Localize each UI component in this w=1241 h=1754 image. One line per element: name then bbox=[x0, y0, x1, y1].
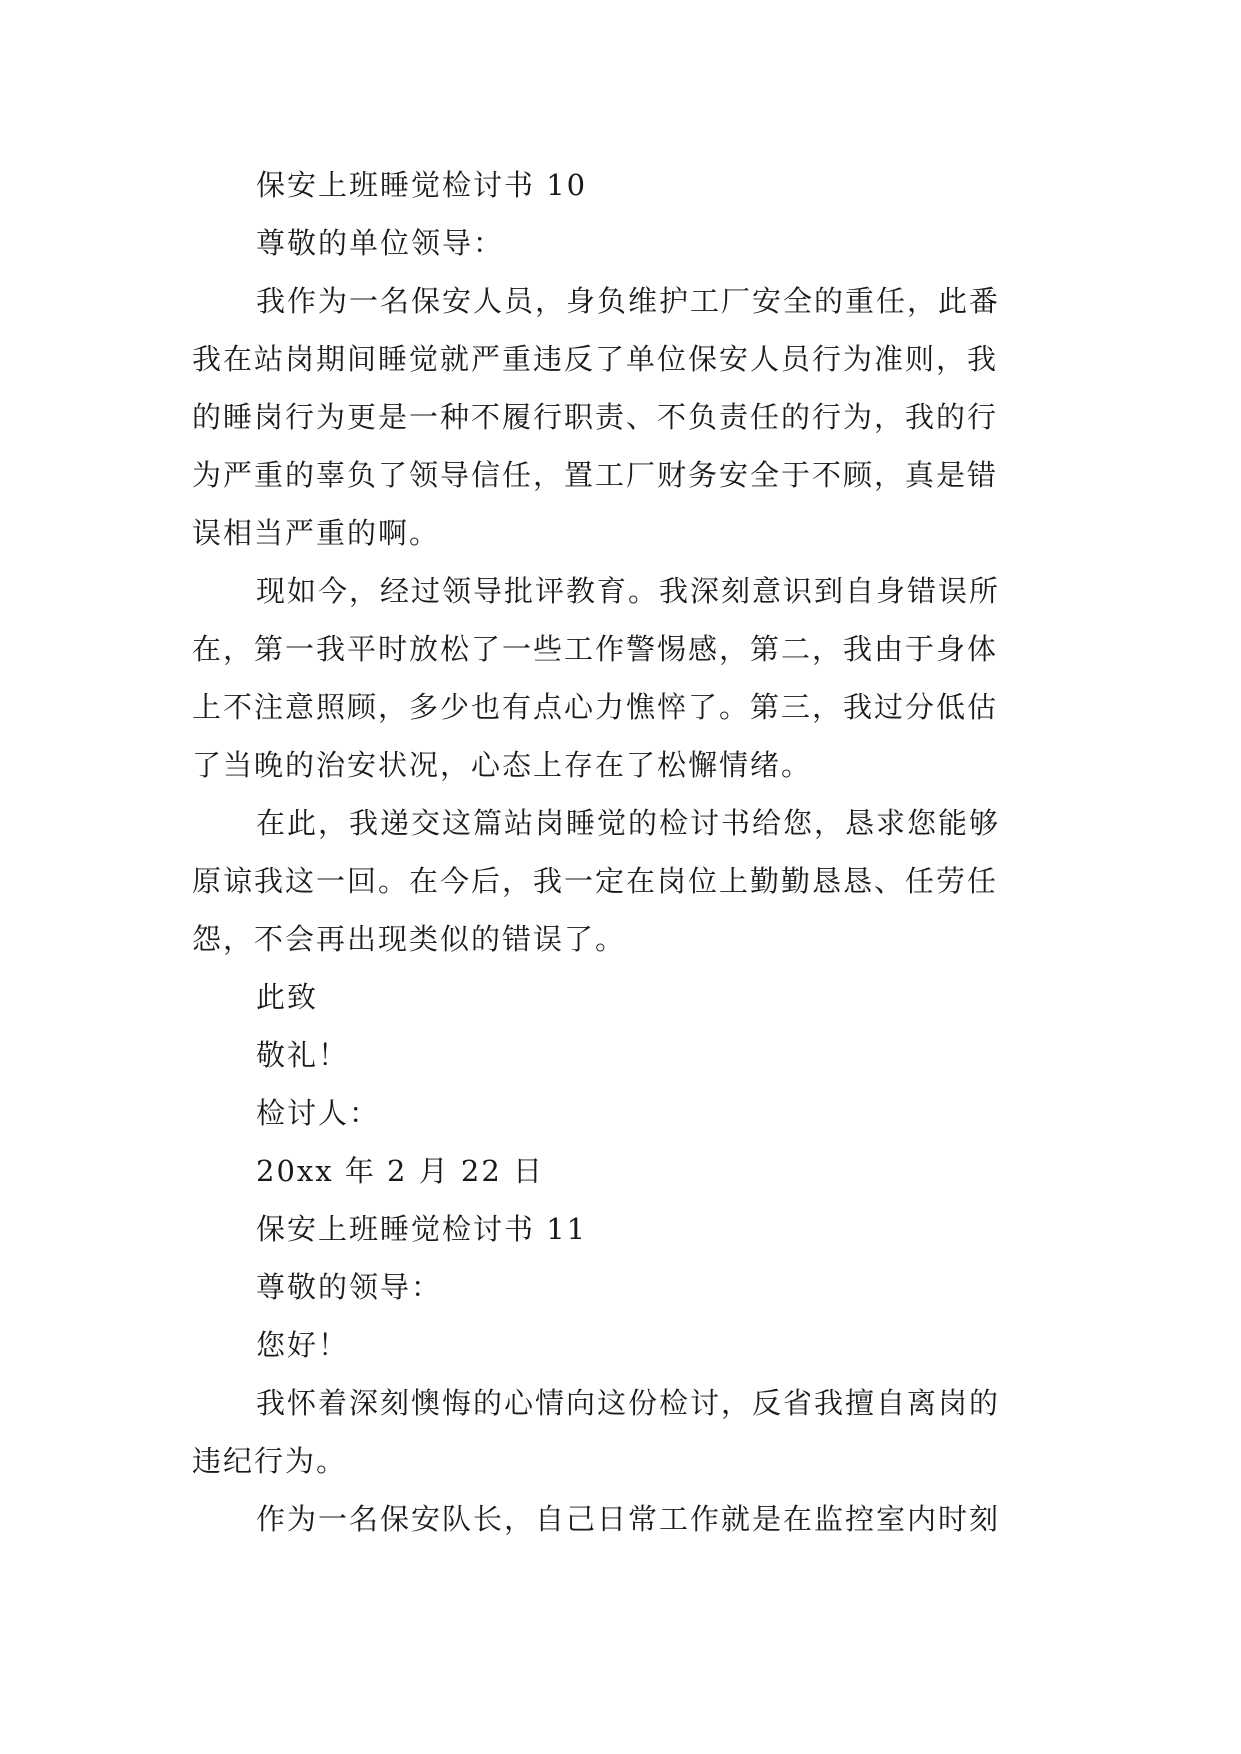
text-line: 违纪行为。 bbox=[192, 1444, 348, 1478]
letter2-paragraph-1 bbox=[192, 1374, 1052, 1490]
letter1-salutation: 尊敬的单位领导： bbox=[256, 226, 505, 260]
text-line: 我在站岗期间睡觉就严重违反了单位保安人员行为准则，我 bbox=[192, 342, 999, 376]
text-line: 在此，我递交这篇站岗睡觉的检讨书给您，恳求您能够 bbox=[256, 806, 1001, 840]
letter2-paragraph-2 bbox=[192, 1490, 1052, 1548]
text-line: 我作为一名保安人员，身负维护工厂安全的重任，此番 bbox=[256, 284, 1001, 318]
text-line: 我怀着深刻懊悔的心情向这份检讨，反省我擅自离岗的 bbox=[256, 1386, 1001, 1420]
letter1-paragraph-2 bbox=[192, 562, 1052, 794]
letter1-paragraph-1 bbox=[192, 272, 1052, 562]
letter1-closing-2: 敬礼！ bbox=[256, 1038, 350, 1072]
letter1-signature: 检讨人： bbox=[256, 1096, 381, 1130]
letter1-paragraph-3 bbox=[192, 794, 1052, 968]
text-line: 在，第一我平时放松了一些工作警惕感，第二，我由于身体 bbox=[192, 632, 999, 666]
letter2-title: 保安上班睡觉检讨书 11 bbox=[256, 1212, 588, 1246]
text-line: 了当晚的治安状况，心态上存在了松懈情绪。 bbox=[192, 748, 813, 782]
text-line: 现如今，经过领导批评教育。我深刻意识到自身错误所 bbox=[256, 574, 1001, 608]
text-line: 作为一名保安队长，自己日常工作就是在监控室内时刻 bbox=[256, 1502, 1001, 1536]
text-line: 的睡岗行为更是一种不履行职责、不负责任的行为，我的行 bbox=[192, 400, 999, 434]
text-line: 上不注意照顾，多少也有点心力憔悴了。第三，我过分低估 bbox=[192, 690, 999, 724]
text-line: 误相当严重的啊。 bbox=[192, 516, 441, 550]
letter2-greeting: 您好！ bbox=[256, 1328, 350, 1362]
text-line: 原谅我这一回。在今后，我一定在岗位上勤勤恳恳、任劳任 bbox=[192, 864, 999, 898]
text-line: 为严重的辜负了领导信任，置工厂财务安全于不顾，真是错 bbox=[192, 458, 999, 492]
letter1-date: 20xx 年 2 月 22 日 bbox=[256, 1154, 545, 1188]
text-line: 怨，不会再出现类似的错误了。 bbox=[192, 922, 627, 956]
letter1-closing-1: 此致 bbox=[256, 980, 319, 1014]
document-page bbox=[192, 156, 1052, 1548]
letter2-salutation: 尊敬的领导： bbox=[256, 1270, 443, 1304]
letter1-title: 保安上班睡觉检讨书 10 bbox=[256, 168, 588, 202]
